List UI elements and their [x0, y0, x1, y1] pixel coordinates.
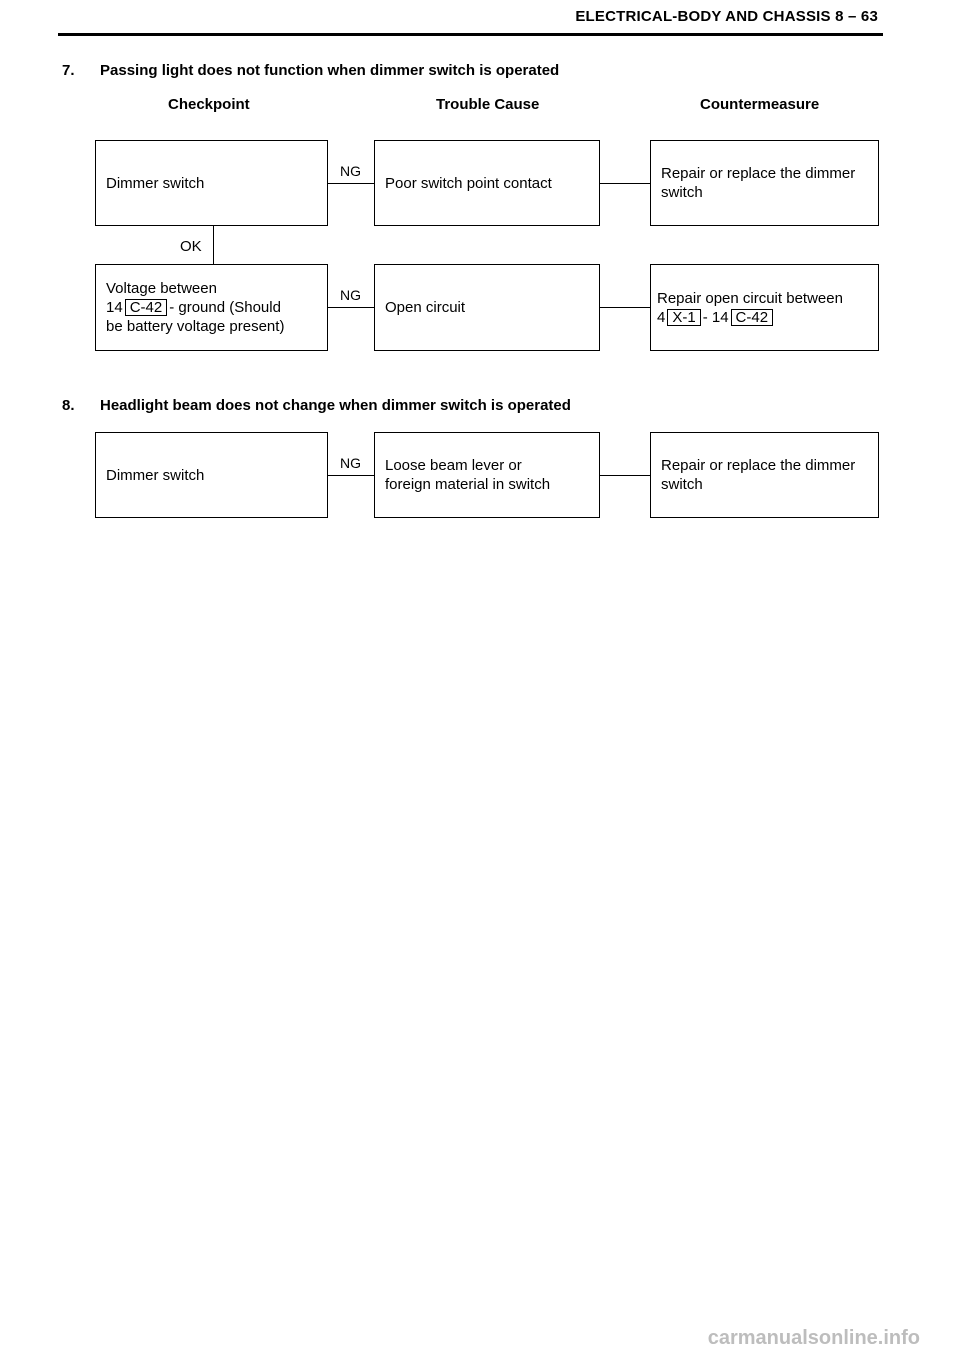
s7-r2-cm-line1: Repair open circuit between	[657, 289, 843, 307]
s7-r2-cp-ground: - ground (Should	[169, 299, 281, 316]
section-7-heading: Passing light does not function when dimmer switch is operated	[100, 62, 560, 79]
s7-r1-checkpoint-box	[95, 140, 328, 226]
s7-r1-ng-label: NG	[340, 163, 361, 179]
s7-r2-ng-label: NG	[340, 287, 361, 303]
s7-r1-countermeasure-box	[650, 140, 879, 226]
s8-r1-countermeasure-box	[650, 432, 879, 518]
column-trouble-cause: Trouble Cause	[436, 96, 540, 113]
s7-r2-cp-line2	[106, 298, 284, 317]
s7-r2-cm-line2	[657, 308, 843, 327]
s7-r2-countermeasure-text	[657, 289, 843, 327]
s8-r1-checkpoint-text: Dimmer switch	[106, 466, 205, 484]
s7-r1-cm-connector-line	[600, 183, 650, 184]
s8-r1-cm-connector-line	[600, 475, 650, 476]
s7-ok-line	[213, 226, 214, 264]
s7-r2-cm-connector-line	[600, 307, 650, 308]
section-7-number: 7.	[62, 62, 75, 79]
s7-r1-checkpoint-text: Dimmer switch	[106, 174, 205, 192]
column-countermeasure: Countermeasure	[700, 96, 820, 113]
header-rule	[58, 33, 883, 36]
s7-r2-cm-connector-x1: X-1	[667, 309, 700, 326]
section-7-title	[62, 62, 559, 79]
s7-r2-countermeasure-box	[650, 264, 879, 351]
s7-r2-cm-sep: -	[702, 308, 708, 326]
s7-r2-cp-pin: 14	[106, 299, 123, 316]
s7-r1-countermeasure-text: Repair or replace the dimmer switch	[661, 165, 856, 201]
section-8-title	[62, 397, 571, 414]
s7-r1-cause-text: Poor switch point contact	[385, 174, 552, 192]
s7-r2-checkpoint-text	[106, 279, 284, 336]
s7-ok-label: OK	[180, 238, 202, 255]
s7-r2-cp-line1: Voltage between	[106, 280, 217, 297]
s8-r1-cause-text: Loose beam lever or foreign material in switch	[385, 457, 551, 493]
section-8-number: 8.	[62, 397, 75, 414]
column-checkpoint: Checkpoint	[168, 96, 250, 113]
s8-r1-countermeasure-text: Repair or replace the dimmer switch	[661, 457, 856, 493]
s7-r2-connector-line	[328, 307, 374, 308]
page-header: ELECTRICAL-BODY AND CHASSIS 8 – 63	[575, 8, 878, 25]
s7-r2-cm-connector-c42: C-42	[731, 309, 774, 326]
s8-r1-checkpoint-box	[95, 432, 328, 518]
s8-r1-cause-box	[374, 432, 600, 518]
s7-r2-cp-line3: be battery voltage present)	[106, 318, 285, 335]
s7-r2-cm-pin2: 14	[711, 308, 729, 326]
s7-r1-connector-line	[328, 183, 374, 184]
s7-r1-cause-box	[374, 140, 600, 226]
s7-r2-cause-text: Open circuit	[385, 299, 466, 316]
s7-r2-cm-pin1: 4	[657, 308, 666, 326]
s7-r2-cause-box	[374, 264, 600, 351]
s8-r1-ng-label: NG	[340, 455, 361, 471]
s8-r1-connector-line	[328, 475, 374, 476]
s7-r2-checkpoint-box	[95, 264, 328, 351]
s7-r2-cp-connector-c42: C-42	[125, 299, 168, 316]
section-8-heading: Headlight beam does not change when dimmer switch is operated	[100, 397, 571, 414]
footer-watermark[interactable]: carmanualsonline.info	[707, 1327, 920, 1349]
